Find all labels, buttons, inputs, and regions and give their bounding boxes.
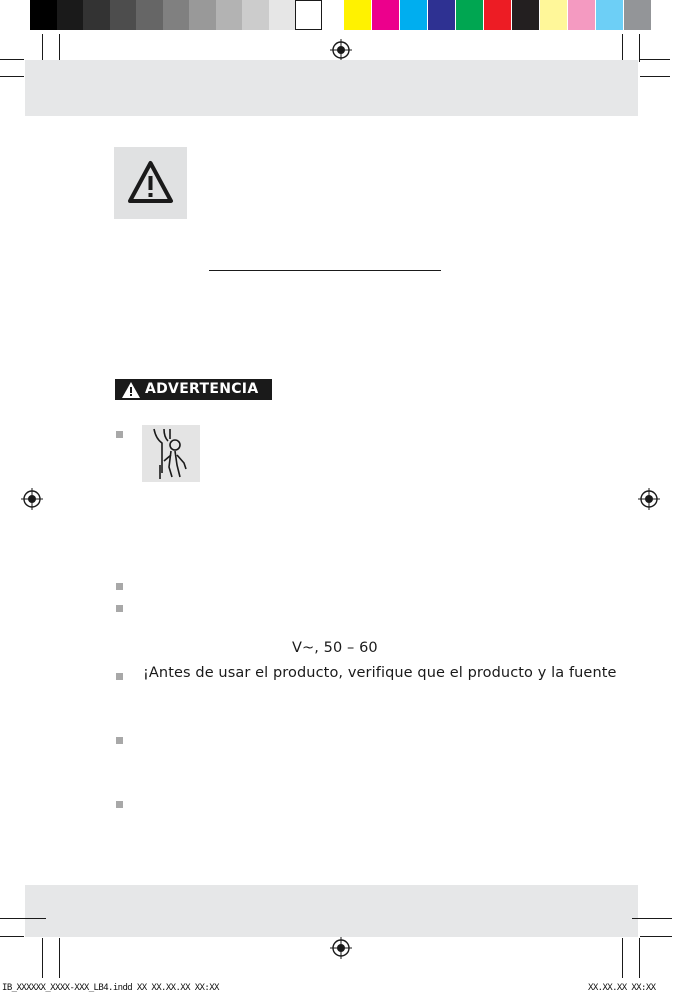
footer-band <box>25 885 638 937</box>
grey-swatch <box>110 0 137 30</box>
crop-mark-top-left-h2 <box>0 76 24 77</box>
grey-swatch <box>136 0 163 30</box>
advertencia-label: ADVERTENCIA <box>145 381 259 397</box>
grey-swatch <box>163 0 190 30</box>
crop-mark-bottom-right-h2 <box>640 936 672 937</box>
warning-triangle-icon <box>114 147 187 219</box>
crop-mark-bottom-left-v <box>42 938 43 978</box>
footer-slug-left: IB_XXXXXX_XXXX-XXX_LB4.indd XX XX.XX.XX XX:XX <box>2 983 219 993</box>
color-swatch <box>344 0 372 30</box>
crop-mark-top-right-v <box>622 34 623 62</box>
grey-swatch <box>189 0 216 30</box>
bullet-marker <box>116 737 123 744</box>
underline-rule <box>209 270 441 271</box>
child-icon-box <box>142 425 200 482</box>
advertencia-banner <box>115 379 272 400</box>
color-swatch <box>624 0 652 30</box>
registration-mark-right-icon <box>638 488 660 510</box>
color-swatch <box>428 0 456 30</box>
color-swatch <box>372 0 400 30</box>
footer-slug-right: XX.XX.XX XX:XX <box>588 983 656 993</box>
bullet-marker <box>116 605 123 612</box>
bullet-text-check-product: ¡Antes de usar el producto, verifique que el producto y la fuente <box>143 665 617 681</box>
crop-mark-bottom-left-v2 <box>59 938 60 978</box>
color-swatch <box>512 0 540 30</box>
crop-mark-bottom-right-v2 <box>639 938 640 978</box>
bullet-marker <box>116 801 123 808</box>
grey-swatch <box>57 0 84 30</box>
registration-mark-left-icon <box>21 488 43 510</box>
warning-icon-box <box>114 147 187 219</box>
crop-mark-top-left-v <box>42 34 43 62</box>
bullet-marker <box>116 673 123 680</box>
child-hand-caution-icon <box>142 425 200 482</box>
crop-mark-bottom-right-h <box>632 918 672 919</box>
crop-mark-bottom-left-h <box>0 918 46 919</box>
crop-mark-bottom-left-h2 <box>0 936 24 937</box>
crop-mark-top-left-v2 <box>59 34 60 62</box>
crop-mark-top-right-h2 <box>640 76 670 77</box>
header-band <box>25 60 638 116</box>
grey-swatch <box>216 0 243 30</box>
registration-mark-bottom-icon <box>330 937 352 959</box>
grey-swatch <box>30 0 57 30</box>
registration-mark-top-icon <box>330 39 352 61</box>
color-swatch <box>456 0 484 30</box>
crop-mark-bottom-right-v <box>622 938 623 978</box>
color-swatch <box>596 0 624 30</box>
grey-swatch <box>269 0 296 30</box>
crop-mark-top-right-v2 <box>639 34 640 62</box>
bullet-marker <box>116 431 123 438</box>
grey-swatch <box>83 0 110 30</box>
color-swatch <box>568 0 596 30</box>
warning-triangle-icon <box>121 381 141 399</box>
grey-swatch <box>295 0 322 30</box>
crop-mark-top-right-h <box>640 59 670 60</box>
crop-mark-top-left-h <box>0 59 24 60</box>
voltage-line: V~, 50 – 60 <box>292 640 378 656</box>
color-swatch <box>400 0 428 30</box>
color-swatch <box>540 0 568 30</box>
color-swatch <box>484 0 512 30</box>
bullet-marker <box>116 583 123 590</box>
grey-swatch <box>242 0 269 30</box>
